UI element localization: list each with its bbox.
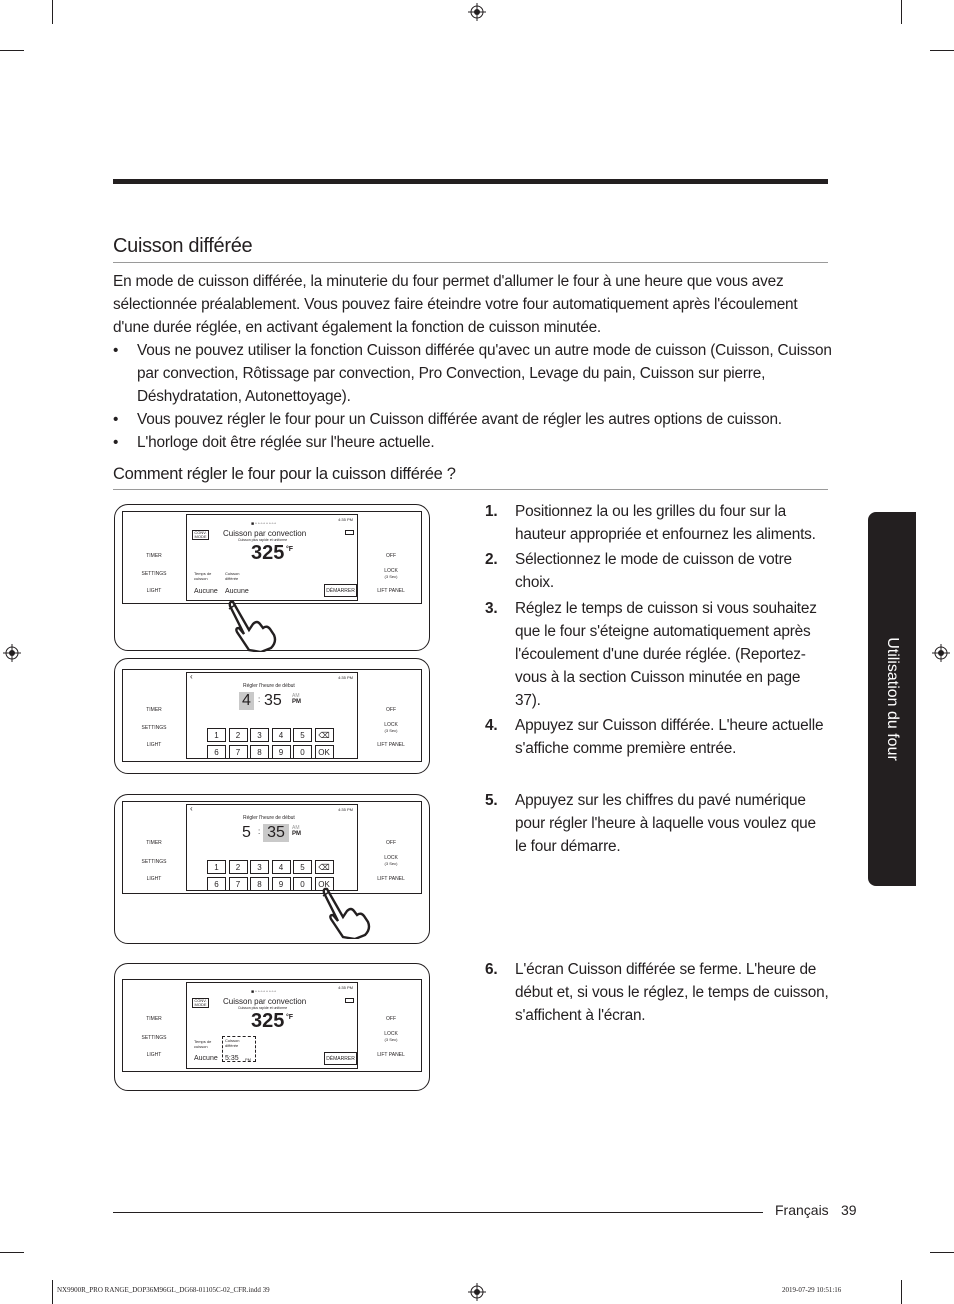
cook-time-label: Temps de cuisson <box>194 571 212 581</box>
display-screen <box>186 672 358 759</box>
time-colon: : <box>258 827 261 836</box>
crop-mark <box>52 1280 53 1304</box>
key-3[interactable]: 3 <box>250 728 269 742</box>
print-slug: NX9900R_PRO RANGE_DOP36M96GL_DG68-01105C-02_CFR.indd 39 <box>57 1286 270 1294</box>
step-4 <box>485 714 830 760</box>
backspace-key[interactable]: ⌫ <box>315 860 334 874</box>
key-3[interactable]: 3 <box>250 860 269 874</box>
key-6[interactable]: 6 <box>207 877 226 891</box>
keypad-row-1 <box>207 728 336 742</box>
key-8[interactable]: 8 <box>250 877 269 891</box>
lock-duration: (3 Sec) <box>384 861 398 866</box>
pointing-hand-icon <box>227 600 277 652</box>
key-2[interactable]: 2 <box>229 728 248 742</box>
clock-status: 4:35 PM <box>338 675 353 680</box>
crop-mark <box>0 50 24 51</box>
key-0[interactable]: 0 <box>293 877 312 891</box>
intro-paragraph: En mode de cuisson différée, la minuterie du four permet d'allumer le four à une heure que vous avez sélectionnée préalablement. Vous pouvez faire éteindre votre four automatiquement après l'écoulement d'une durée réglée, en activant également la fonction de cuisson minutée. <box>113 273 798 336</box>
key-1[interactable]: 1 <box>207 728 226 742</box>
clock-status: 4:35 PM <box>338 807 353 812</box>
step-text: Positionnez la ou les grilles du four sur la hauteur appropriée et enfournez les aliments. <box>515 503 816 543</box>
oven-panel-illustration-2 <box>114 658 430 774</box>
section-top-rule <box>113 179 828 184</box>
oven-panel-illustration-3 <box>114 794 430 944</box>
registration-mark-icon <box>3 644 21 662</box>
timer-button[interactable]: TIMER <box>146 707 162 713</box>
back-arrow-icon[interactable]: ‹ <box>190 672 193 681</box>
start-button[interactable]: DÉMARRER <box>324 584 357 597</box>
set-start-title: Régler l'heure de début <box>243 683 295 689</box>
settings-button[interactable]: SETTINGS <box>141 571 167 577</box>
page-dots: ■▫▫▫▫▫▫▫▫ <box>251 521 278 527</box>
bullet-item: • Vous pouvez régler le four pour un Cuisson différée avant de régler les autres options de cuisson. <box>113 408 833 431</box>
step-number: 4. <box>485 717 498 734</box>
delay-value[interactable]: 5:35 <box>225 1055 239 1062</box>
timer-button[interactable]: TIMER <box>146 840 162 846</box>
backspace-key[interactable]: ⌫ <box>315 728 334 742</box>
minute-input[interactable]: 35 <box>263 824 289 842</box>
display-screen <box>186 804 358 891</box>
temperature-unit: °F <box>286 546 294 553</box>
light-button[interactable]: LIGHT <box>146 588 162 594</box>
am-option[interactable]: AM <box>292 825 300 831</box>
delay-label: Cuisson différée <box>225 1038 240 1048</box>
crop-mark <box>0 1252 24 1253</box>
crop-mark <box>930 1252 954 1253</box>
lock-duration: (3 Sec) <box>384 1037 398 1042</box>
footer-rule <box>113 1212 763 1213</box>
key-8[interactable]: 8 <box>250 745 269 759</box>
key-7[interactable]: 7 <box>229 745 248 759</box>
time-colon: : <box>258 695 261 704</box>
cook-time-label: Temps de cuisson <box>194 1039 212 1049</box>
control-panel <box>122 801 422 894</box>
footer-language: Français <box>775 1202 829 1218</box>
minute-input[interactable]: 35 <box>264 692 282 709</box>
print-timestamp: 2019-07-29 10:51:16 <box>782 1286 842 1294</box>
step-text: Appuyez sur les chiffres du pavé numérique pour régler l'heure à laquelle vous voulez que le four démarre. <box>515 792 816 855</box>
step-number: 2. <box>485 551 498 568</box>
ok-key[interactable]: OK <box>315 745 334 759</box>
lift-panel-button[interactable]: LIFT PANEL <box>377 742 405 748</box>
crop-mark <box>52 0 53 24</box>
cook-time-value[interactable]: Aucune <box>194 588 218 595</box>
oven-panel-illustration-1 <box>114 504 430 651</box>
key-9[interactable]: 9 <box>272 745 291 759</box>
registration-mark-icon <box>468 1283 486 1301</box>
ok-key[interactable]: OK <box>315 877 334 891</box>
lock-button[interactable]: LOCK <box>384 568 398 574</box>
lock-duration: (3 Sec) <box>384 574 398 579</box>
keypad-row-2 <box>207 745 336 759</box>
key-2[interactable]: 2 <box>229 860 248 874</box>
oven-panel-illustration-4 <box>114 963 430 1091</box>
bullet-list <box>113 339 833 454</box>
key-4[interactable]: 4 <box>272 728 291 742</box>
lock-button[interactable]: LOCK <box>384 855 398 861</box>
crop-mark <box>901 0 902 24</box>
step-5 <box>485 789 830 858</box>
key-1[interactable]: 1 <box>207 860 226 874</box>
pm-option[interactable]: PM <box>292 699 301 705</box>
step-text: Appuyez sur Cuisson différée. L'heure actuelle s'affiche comme première entrée. <box>515 717 824 757</box>
bullet-item: • Vous ne pouvez utiliser la fonction Cuisson différée qu'avec un autre mode de cuisson (Cuisson, Cuisson par convection, Rôtissage par convection, Pro Convection, Levage du pain, Cuisson sur pierre, Déshydratation, Autonettoyage). <box>113 339 833 408</box>
hour-input[interactable]: 4 <box>239 692 254 710</box>
temperature: 325 <box>251 1010 285 1032</box>
off-button[interactable]: OFF <box>386 840 396 846</box>
side-tab-label: Utilisation du four <box>884 637 901 761</box>
step-number: 6. <box>485 961 498 978</box>
crop-mark <box>901 1280 902 1304</box>
control-panel <box>122 979 422 1072</box>
step-1 <box>485 500 830 546</box>
registration-mark-icon <box>932 644 950 662</box>
crop-mark <box>930 50 954 51</box>
am-option[interactable]: AM <box>292 693 300 699</box>
pm-option[interactable]: PM <box>292 831 301 837</box>
section-title: Cuisson différée <box>113 235 253 257</box>
clock-status: 4:35 PM <box>338 517 353 522</box>
registration-mark-icon <box>468 3 486 21</box>
battery-icon <box>345 530 354 535</box>
lift-panel-button[interactable]: LIFT PANEL <box>377 588 405 594</box>
step-text: Réglez le temps de cuisson si vous souhaitez que le four s'éteigne automatiquement après l'écoulement d'une durée réglée. (Reportez-vous à la section Cuisson minutée en page 37). <box>515 600 817 709</box>
hour-input[interactable]: 5 <box>242 824 251 841</box>
mode-badge: CONV. MODE <box>192 530 209 540</box>
step-2 <box>485 548 830 594</box>
step-number: 1. <box>485 503 498 520</box>
off-button[interactable]: OFF <box>386 553 396 559</box>
display-screen <box>186 514 358 601</box>
step-text: Sélectionnez le mode de cuisson de votre choix. <box>515 551 792 591</box>
subsection-rule <box>113 489 828 490</box>
key-9[interactable]: 9 <box>272 877 291 891</box>
page-number: 39 <box>841 1202 857 1218</box>
temperature: 325 <box>251 542 285 564</box>
lock-button[interactable]: LOCK <box>384 722 398 728</box>
key-7[interactable]: 7 <box>229 877 248 891</box>
key-0[interactable]: 0 <box>293 745 312 759</box>
temperature-unit: °F <box>286 1014 294 1021</box>
mode-subtitle: Cuisson plus rapide et uniforme <box>238 538 288 542</box>
lock-duration: (3 Sec) <box>384 728 398 733</box>
timer-button[interactable]: TIMER <box>146 1016 162 1022</box>
key-5[interactable]: 5 <box>293 860 312 874</box>
title-rule <box>113 262 828 263</box>
control-panel <box>122 511 422 604</box>
set-start-title: Régler l'heure de début <box>243 815 295 821</box>
keypad-row-2 <box>207 877 336 891</box>
back-arrow-icon[interactable]: ‹ <box>190 804 193 813</box>
subsection-title: Comment régler le four pour la cuisson différée ? <box>113 465 456 483</box>
display-screen <box>186 982 358 1069</box>
battery-icon <box>345 998 354 1003</box>
off-button[interactable]: OFF <box>386 1016 396 1022</box>
keypad-row-1 <box>207 860 336 874</box>
mode-title: Cuisson par convection <box>223 529 307 538</box>
start-button[interactable]: DÉMARRER <box>324 1052 357 1065</box>
bullet-item: • L'horloge doit être réglée sur l'heure actuelle. <box>113 431 833 454</box>
page-dots: ■▫▫▫▫▫▫▫▫ <box>251 989 278 995</box>
mode-badge: CONV. MODE <box>192 998 209 1008</box>
key-4[interactable]: 4 <box>272 860 291 874</box>
clock-status: 4:35 PM <box>338 985 353 990</box>
light-button[interactable]: LIGHT <box>146 742 162 748</box>
step-text: L'écran Cuisson différée se ferme. L'heure de début et, si vous le réglez, le temps de cuisson, s'affichent à l'écran. <box>515 961 829 1024</box>
key-5[interactable]: 5 <box>293 728 312 742</box>
lift-panel-button[interactable]: LIFT PANEL <box>377 876 405 882</box>
light-button[interactable]: LIGHT <box>146 1052 162 1058</box>
key-6[interactable]: 6 <box>207 745 226 759</box>
mode-subtitle: Cuisson plus rapide et uniforme <box>238 1006 288 1010</box>
settings-button[interactable]: SETTINGS <box>141 859 167 865</box>
pointing-hand-icon <box>321 887 371 939</box>
step-6 <box>485 958 830 1027</box>
cook-time-value[interactable]: Aucune <box>194 1055 218 1062</box>
delay-pm: PM <box>245 1057 251 1062</box>
off-button[interactable]: OFF <box>386 707 396 713</box>
mode-title: Cuisson par convection <box>223 997 307 1006</box>
control-panel <box>122 669 422 762</box>
lock-button[interactable]: LOCK <box>384 1031 398 1037</box>
step-3 <box>485 597 830 712</box>
delay-label: Cuisson différée <box>225 571 240 581</box>
lift-panel-button[interactable]: LIFT PANEL <box>377 1052 405 1058</box>
step-number: 5. <box>485 792 498 809</box>
step-number: 3. <box>485 600 498 617</box>
light-button[interactable]: LIGHT <box>146 876 162 882</box>
settings-button[interactable]: SETTINGS <box>141 725 167 731</box>
timer-button[interactable]: TIMER <box>146 553 162 559</box>
chapter-side-tab <box>868 512 916 886</box>
settings-button[interactable]: SETTINGS <box>141 1035 167 1041</box>
delay-value[interactable]: Aucune <box>225 588 249 595</box>
